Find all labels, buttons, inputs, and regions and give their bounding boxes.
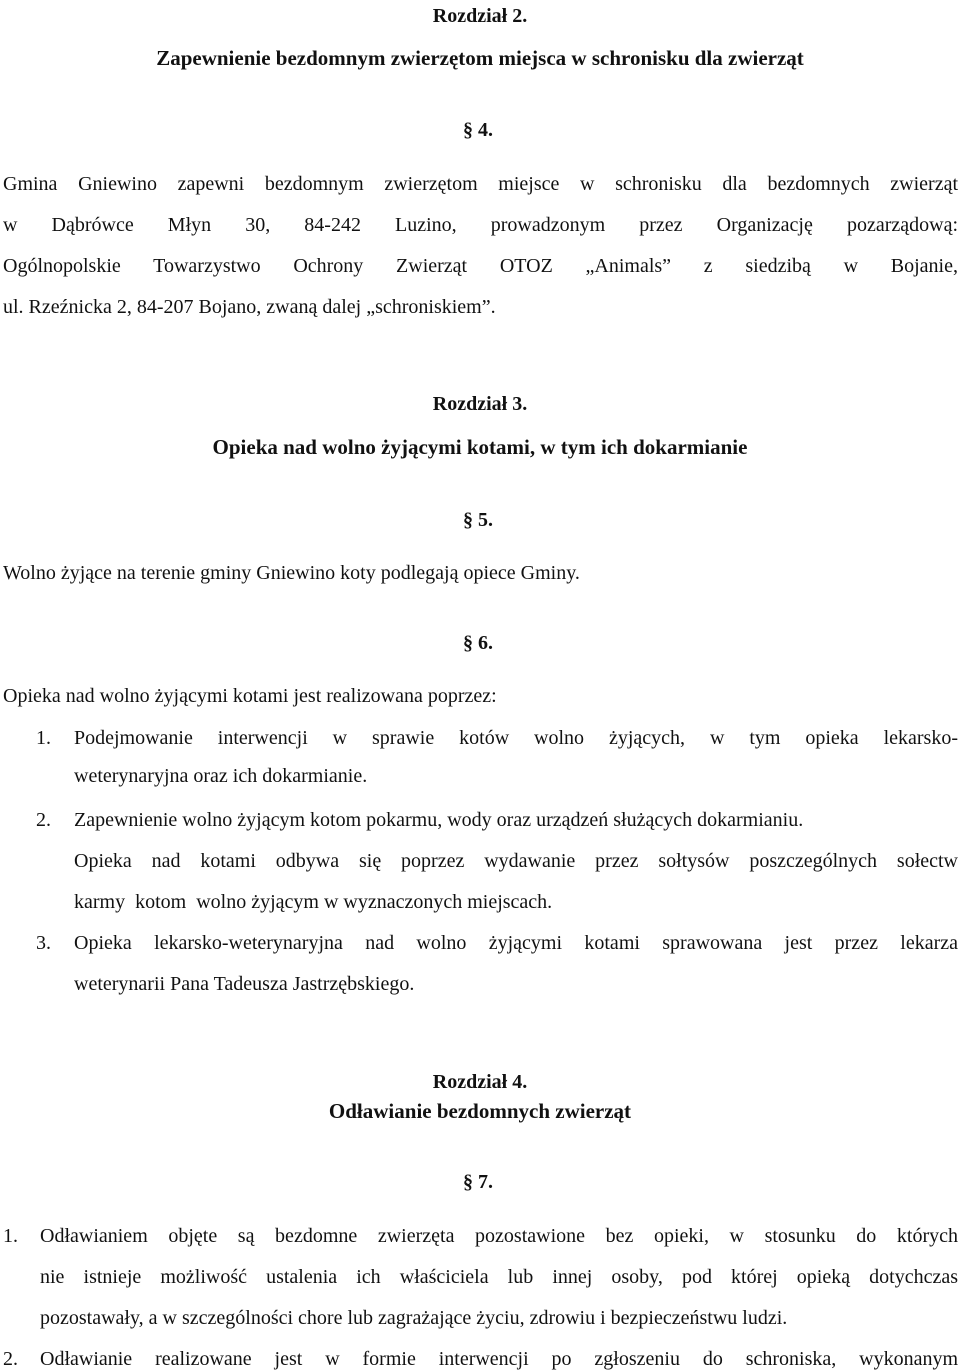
list-item-line: karmy kotom wolno żyjącym w wyznaczonych miejscach. [74, 891, 553, 913]
paragraph-7-sign: § 7. [463, 1171, 493, 1193]
list-item-number: 3. [36, 932, 51, 954]
list-item-line: Opieka lekarsko-weterynaryjna nad wolno żyjącymi kotami sprawowana jest przez lekarza [74, 932, 958, 954]
chapter-4-heading: Rozdział 4. [432, 1071, 528, 1093]
list-item-line: Odławianiem objęte są bezdomne zwierzęta pozostawione bez opieki, w stosunku do których [40, 1225, 958, 1247]
chapter-3-heading: Rozdział 3. [432, 393, 528, 415]
paragraph-4-sign: § 4. [463, 119, 493, 141]
list-item-line: Zapewnienie wolno żyjącym kotom pokarmu, wody oraz urządzeń służących dokarmianiu. [74, 809, 804, 831]
paragraph-5-text: Wolno żyjące na terenie gminy Gniewino koty podlegają opiece Gminy. [3, 562, 580, 584]
list-item-line: nie istnieje możliwość ustalenia ich właściciela lub innej osoby, pod której opieką dotychczas [40, 1266, 958, 1288]
paragraph-4-line-4: ul. Rzeźnicka 2, 84-207 Bojano, zwaną dalej „schroniskiem”. [3, 296, 496, 318]
paragraph-4-line-2: w Dąbrówce Młyn 30, 84-242 Luzino, prowadzonym przez Organizację pozarządową: [3, 214, 958, 236]
list-item-line: weterynaryjna oraz ich dokarmianie. [74, 765, 368, 787]
paragraph-5-sign: § 5. [463, 509, 493, 531]
paragraph-4-line-1: Gmina Gniewino zapewni bezdomnym zwierzętom miejsce w schronisku dla bezdomnych zwierząt [3, 173, 958, 195]
list-item-line: weterynarii Pana Tadeusza Jastrzębskiego. [74, 973, 415, 995]
list-item-line: Opieka nad kotami odbywa się poprzez wydawanie przez sołtysów poszczególnych sołectw [74, 850, 958, 872]
list-item-line: Podejmowanie interwencji w sprawie kotów wolno żyjących, w tym opieka lekarsko- [74, 727, 958, 749]
list-item-line: pozostawały, a w szczególności chore lub zagrażające życiu, zdrowiu i bezpieczeństwu ludzi. [40, 1307, 788, 1329]
paragraph-6-sign: § 6. [463, 632, 493, 654]
chapter-2-title: Zapewnienie bezdomnym zwierzętom miejsca w schronisku dla zwierząt [156, 46, 804, 70]
paragraph-4-line-3: Ogólnopolskie Towarzystwo Ochrony Zwierząt OTOZ „Animals” z siedzibą w Bojanie, [3, 255, 958, 277]
chapter-2-heading: Rozdział 2. [432, 5, 528, 27]
paragraph-6-intro: Opieka nad wolno żyjącymi kotami jest realizowana poprzez: [3, 685, 497, 707]
list-item-number: 2. [3, 1348, 18, 1370]
list-item-number: 1. [3, 1225, 18, 1247]
chapter-4-title: Odławianie bezdomnych zwierząt [328, 1099, 632, 1123]
list-item-number: 1. [36, 727, 51, 749]
list-item-line: Odławianie realizowane jest w formie interwencji po zgłoszeniu do schroniska, wykonanym [40, 1348, 958, 1370]
list-item-number: 2. [36, 809, 51, 831]
chapter-3-title: Opieka nad wolno żyjącymi kotami, w tym ich dokarmianie [212, 435, 748, 459]
